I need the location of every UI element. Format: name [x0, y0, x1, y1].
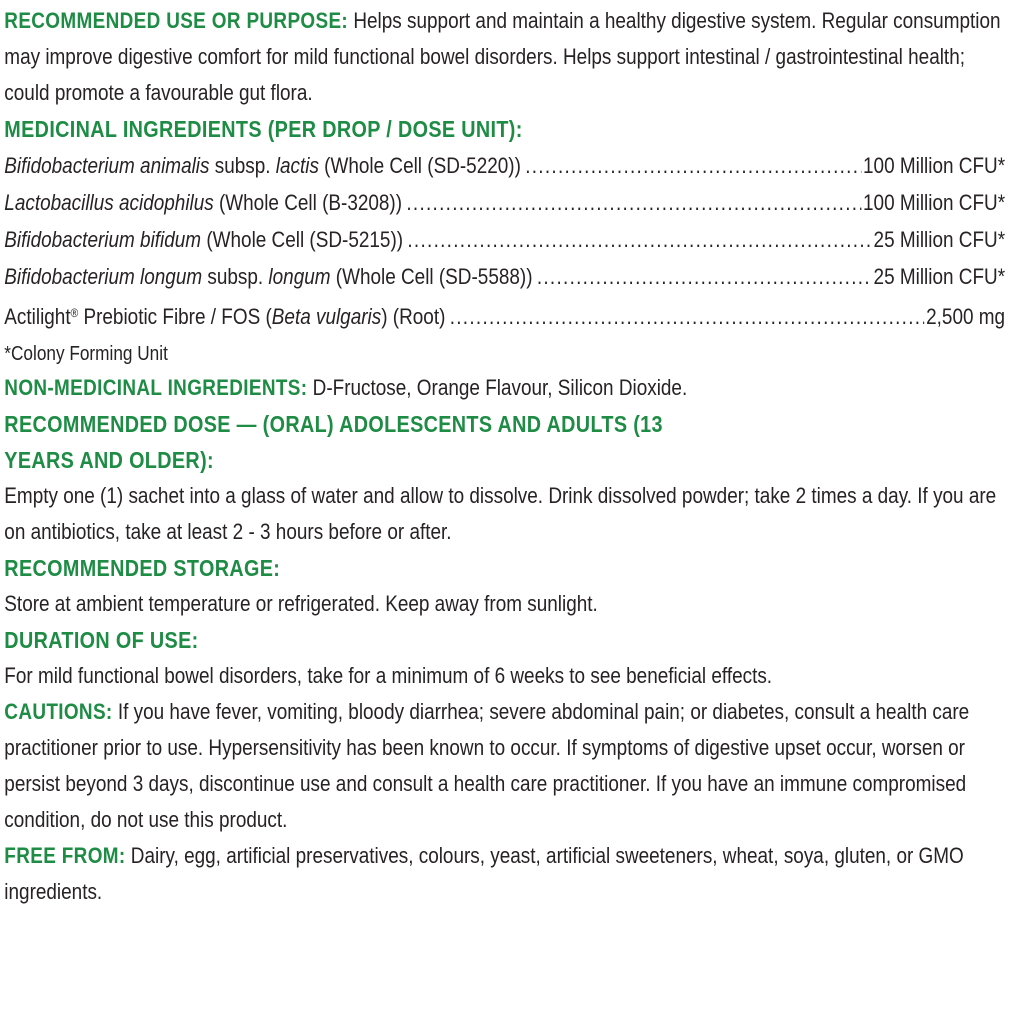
dot-leader — [525, 147, 861, 184]
ingredient-amount: 100 Million CFU* — [863, 190, 1006, 215]
subspecies-name: lactis — [275, 153, 319, 178]
free-from-body: Dairy, egg, artificial preservatives, colours, yeast, artificial sweeteners, wheat, soya, gluten, or GMO ingredients. — [4, 843, 964, 904]
duration-heading: DURATION OF USE: — [4, 627, 199, 653]
ingredient-name — [4, 184, 402, 221]
section-free-from — [4, 838, 1005, 910]
dot-leader — [537, 258, 872, 295]
cautions-body: If you have fever, vomiting, bloody diarrhea; severe abdominal pain; or diabetes, consult a health care practitioner prior to use. Hypersensitivity has been known to occur. If symptoms of digestive upset occur, worsen or persist beyond 3 days, discontinue use and consult a health care practitioner. If you have an immune compromised condition, do not use this product. — [4, 699, 970, 832]
use-heading: RECOMMENDED USE OR PURPOSE: — [4, 8, 349, 33]
strain-info: (Whole Cell (SD-5215)) — [201, 227, 404, 252]
ingredient-row-bifidobacterium-longum — [4, 258, 1005, 295]
ingredient-row-actilight-prebiotic-fibre — [4, 295, 1005, 335]
ingredient-row-lactobacillus-acidophilus — [4, 184, 1005, 221]
ingredient-text: Prebiotic Fibre / FOS ( — [78, 304, 272, 329]
plant-part: ) (Root) — [381, 304, 446, 329]
ingredient-name — [4, 147, 521, 184]
strain-info: (Whole Cell (SD-5220)) — [318, 153, 521, 178]
non-medicinal-body: D-Fructose, Orange Flavour, Silicon Dioxide. — [312, 375, 688, 400]
subsp-text: subsp. — [202, 264, 269, 289]
ingredient-row-bifidobacterium-animalis — [4, 147, 1005, 184]
ingredient-name — [4, 221, 403, 258]
species-name: Bifidobacterium bifidum — [4, 227, 202, 252]
medicinal-heading: MEDICINAL INGREDIENTS (PER DROP / DOSE UNIT): — [4, 116, 523, 142]
species-name: Lactobacillus acidophilus — [4, 190, 214, 215]
subsp-text: subsp. — [209, 153, 276, 178]
cfu-footnote: *Colony Forming Unit — [4, 343, 168, 365]
ingredient-amount: 100 Million CFU* — [863, 153, 1006, 178]
cautions-heading: CAUTIONS: — [4, 699, 113, 724]
subspecies-name: longum — [268, 264, 331, 289]
section-cautions — [4, 694, 1005, 838]
dot-leader — [406, 184, 861, 221]
dose-body: Empty one (1) sachet into a glass of water and allow to dissolve. Drink dissolved powder; take 2 times a day. If you are on antibiotics, take at least 2 - 3 hours before or after. — [4, 483, 997, 544]
species-name: Beta vulgaris — [271, 304, 382, 329]
storage-body: Store at ambient temperature or refrigerated. Keep away from sunlight. — [4, 591, 598, 616]
non-medicinal-heading: NON-MEDICINAL INGREDIENTS: — [4, 375, 308, 400]
ingredient-amount: 2,500 mg — [926, 304, 1006, 329]
free-from-heading: FREE FROM: — [4, 843, 126, 868]
brand-name: Actilight — [4, 304, 71, 329]
ingredient-amount: 25 Million CFU* — [873, 264, 1006, 289]
species-name: Bifidobacterium longum — [4, 264, 203, 289]
ingredient-name — [4, 295, 445, 335]
strain-info: (Whole Cell (B-3208)) — [213, 190, 403, 215]
dot-leader — [450, 298, 925, 335]
use-body: Helps support and maintain a healthy digestive system. Regular consumption may improve digestive comfort for mild functional bowel disorders. Helps support intestinal / gastrointestinal health; could promote a favourable gut flora. — [4, 8, 1001, 105]
section-non-medicinal — [4, 370, 1005, 406]
species-name: Bifidobacterium animalis — [4, 153, 210, 178]
ingredient-amount: 25 Million CFU* — [873, 227, 1006, 252]
section-use — [4, 3, 1005, 111]
dose-heading: RECOMMENDED DOSE — (ORAL) ADOLESCENTS AND ADULTS (13 YEARS AND OLDER): — [4, 411, 663, 473]
medicinal-ingredients-table — [4, 147, 1005, 335]
dot-leader — [407, 221, 871, 258]
storage-heading: RECOMMENDED STORAGE: — [4, 555, 281, 581]
ingredient-row-bifidobacterium-bifidum — [4, 221, 1005, 258]
registered-trademark-symbol: ® — [70, 306, 79, 320]
duration-body: For mild functional bowel disorders, take for a minimum of 6 weeks to see beneficial effects. — [4, 663, 773, 688]
strain-info: (Whole Cell (SD-5588)) — [330, 264, 533, 289]
ingredient-name — [4, 258, 532, 295]
